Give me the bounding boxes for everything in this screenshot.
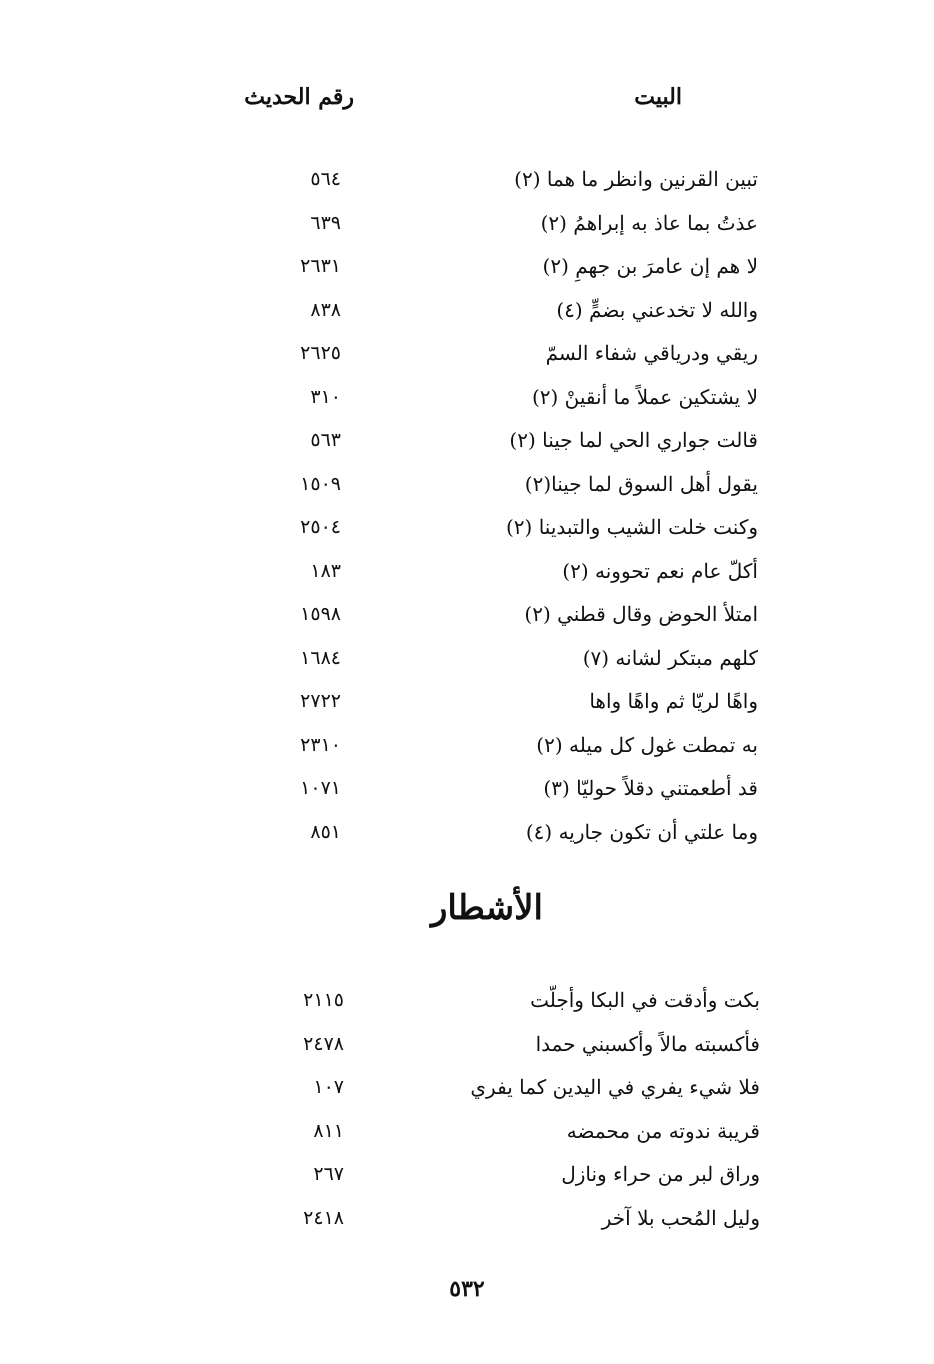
verse-text: امتلأ الحوض وقال قطني (٢) <box>524 602 758 626</box>
table-header <box>0 84 934 124</box>
verse-row <box>0 643 934 687</box>
hadith-number: ٢٦٣١ <box>300 255 341 277</box>
verse-row <box>0 469 934 513</box>
hadith-number: ٨٥١ <box>310 820 341 843</box>
hadith-number: ٢٣١٠ <box>300 733 341 756</box>
hadith-number: ٢٦٧ <box>313 1163 344 1185</box>
hadith-number: ٢٤٧٨ <box>303 1032 344 1055</box>
verse-text: به تمطت غول كل ميله (٢) <box>536 732 758 757</box>
verse-text: وما علتي أن تكون جاريه (٤) <box>525 819 758 844</box>
verse-row <box>0 556 934 600</box>
verse-text: قالت جواري الحي لما جينا (٢) <box>509 428 758 452</box>
section-title <box>0 888 934 928</box>
verse-text: قد أطعمتني دقلاً حوليّا (٣) <box>543 776 758 800</box>
hadith-number: ١٨٣ <box>310 559 341 582</box>
hemistich-text: فلا شيء يفري في اليدين كما يفري <box>470 1075 760 1099</box>
hemistich-text: وراق لبر من حراء ونازل <box>561 1162 760 1186</box>
hemistich-text: قريبة ندوته من محمضه <box>566 1118 760 1143</box>
page-number: ٥٣٢ <box>449 1276 485 1302</box>
hadith-number: ٢٧٢٢ <box>300 690 341 712</box>
hemistich-row <box>0 1159 934 1203</box>
hemistich-row <box>0 1029 934 1073</box>
verse-row <box>0 425 934 469</box>
hadith-number: ٣١٠ <box>310 385 341 408</box>
hadith-number: ١٠٧١ <box>300 777 341 799</box>
hadith-number: ١٥٩٨ <box>300 603 341 625</box>
verse-row <box>0 208 934 252</box>
hemistich-text: وليل المُحب بلا آخر <box>601 1205 760 1230</box>
hadith-number: ١٦٨٤ <box>300 646 341 669</box>
verse-row <box>0 164 934 208</box>
verse-row <box>0 817 934 861</box>
hemistich-row <box>0 1116 934 1160</box>
verse-text: تبين القرنين وانظر ما هما (٢) <box>514 167 758 191</box>
verse-row <box>0 382 934 426</box>
hemistichs-list <box>0 985 934 1246</box>
verse-row <box>0 251 934 295</box>
verse-text: كلهم مبتكر لشانه (٧) <box>582 645 758 670</box>
verse-row <box>0 599 934 643</box>
verse-row <box>0 773 934 817</box>
verse-text: ريقي ودرياقي شفاء السمّ <box>545 341 758 365</box>
hemistich-text: بكت وأدقت في البكا وأجلّت <box>530 988 760 1012</box>
verse-text: أكلّ عام نعم تحوونه (٢) <box>562 558 758 583</box>
verse-text: لا هم إن عامرَ بن جهمِ (٢) <box>542 254 758 278</box>
hadith-number: ٨١١ <box>313 1119 344 1142</box>
section-title-text: الأشطار <box>431 888 543 928</box>
hemistich-row <box>0 985 934 1029</box>
hadith-number: ٥٦٤ <box>310 168 341 190</box>
hadith-number: ١٥٠٩ <box>300 472 341 495</box>
verse-row <box>0 295 934 339</box>
verse-text: واهًا لريّا ثم واهًا واها <box>589 689 758 713</box>
hadith-number: ٢٤١٨ <box>303 1206 344 1229</box>
verses-list <box>0 164 934 860</box>
verse-row <box>0 730 934 774</box>
verse-column-header: البيت <box>634 84 682 110</box>
hadith-number: ٢١١٥ <box>303 989 344 1011</box>
hadith-number-column-header: رقم الحديث <box>244 84 354 110</box>
verse-row <box>0 686 934 730</box>
verse-text: لا يشتكين عملاً ما أنقينْ (٢) <box>531 384 758 409</box>
verse-text: والله لا تخدعني بضمٍّ (٤) <box>556 297 758 322</box>
hemistich-row <box>0 1072 934 1116</box>
verse-row <box>0 338 934 382</box>
hadith-number: ٥٦٣ <box>310 429 341 451</box>
verse-row <box>0 512 934 556</box>
hadith-number: ١٠٧ <box>313 1076 344 1098</box>
hadith-number: ٨٣٨ <box>310 298 341 321</box>
hemistich-row <box>0 1203 934 1247</box>
verse-text: عذتُ بما عاذ به إبراهمُ (٢) <box>540 210 758 235</box>
hadith-number: ٢٦٢٥ <box>300 342 341 364</box>
verse-text: وكنت خلت الشيب والتبدينا (٢) <box>505 515 758 539</box>
verse-text: يقول أهل السوق لما جينا(٢) <box>524 471 758 496</box>
hadith-number: ٦٣٩ <box>310 211 341 234</box>
hemistich-text: فأكسبته مالاً وأكسبني حمدا <box>535 1031 760 1056</box>
hadith-number: ٢٥٠٤ <box>300 516 341 538</box>
